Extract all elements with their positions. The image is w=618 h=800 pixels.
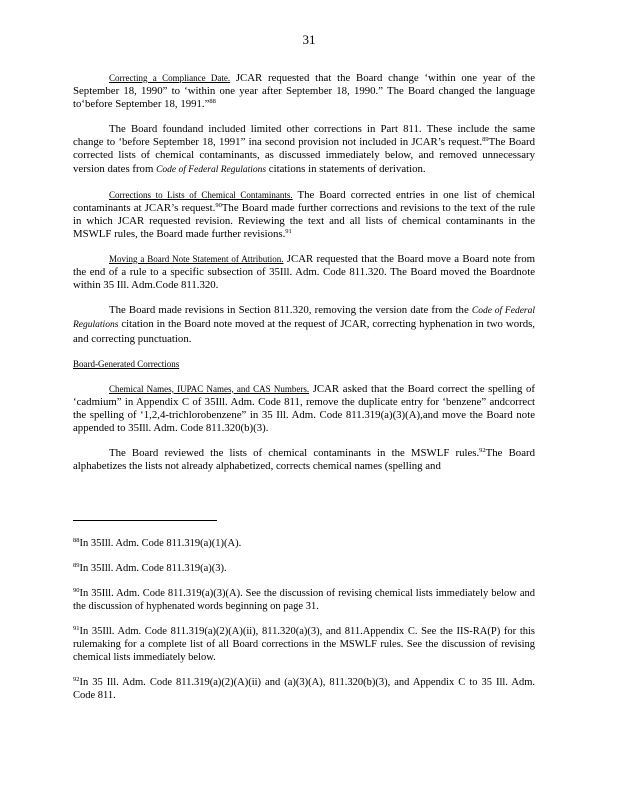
paragraph-reviewed-lists [73,447,535,473]
footnotes [73,537,535,714]
footnote-number: 91 [73,625,80,632]
footnote-ref[interactable]: 88 [209,98,216,106]
footnote-text: In 35Ill. Adm. Code 811.319(a)(3)(A). See the discussion of revising chemical lists immediately below and the discussion of hyphenated words beginning on page 31. [73,588,535,612]
footnote-number: 90 [73,587,80,594]
footnote-ref[interactable]: 89 [482,136,489,144]
page-number: 31 [302,32,316,47]
citation: Code of Federal Regulations [73,306,535,331]
paragraph-text: citations in statements of derivation. [266,162,426,175]
paragraph-board-note [73,253,535,292]
paragraph-revisions [73,304,535,345]
paragraph-text: The Board alphabetizes the lists not already alphabetized, corrects chemical names (spelling and [73,447,535,473]
footnote [73,625,535,664]
body-text [73,72,535,485]
paragraph-text: The Board made further corrections and revisions to the text of the rule in which JCAR requested revision. Reviewing the text and all lists of chemical contaminants in the MSWLF rules, the Board made further revisions. [73,201,535,240]
paragraph-text: citation in the Board note moved at the request of JCAR, correcting hyphenation in two words, and correcting punctuation. [73,318,535,345]
paragraph-text: The Board foundand included limited other corrections in Part 811. These include the same change to ‘before September 18, 1991” ina second provision not included in JCAR’s request. [73,123,535,149]
paragraph-text: The Board corrected entries in one list of chemical contaminants at JCAR’s request. [73,188,535,214]
footnote-number: 92 [73,676,80,683]
footnote [73,676,535,702]
footnote [73,562,535,575]
footnote [73,537,535,550]
paragraph-heading: Moving a Board Note Statement of Attribution. [109,254,284,265]
paragraph-compliance-date [73,72,535,111]
footnote-ref[interactable]: 90 [215,201,222,209]
paragraph-text: The Board corrected lists of chemical contaminants, as discussed immediately below, and removed unnecessary version dates from [73,136,535,175]
footnote-separator [73,520,217,521]
paragraph-heading: Corrections to Lists of Chemical Contaminants. [109,189,293,200]
paragraph-chemical-lists [73,189,535,241]
paragraph-heading: Correcting a Compliance Date. [109,73,231,83]
paragraph-text: The Board reviewed the lists of chemical contaminants in the MSWLF rules. [109,447,480,460]
paragraph-chemical-names [73,383,535,435]
footnote-number: 88 [73,537,80,544]
paragraph-text: The Board made revisions in Section 811.320, removing the version date from the [109,304,472,317]
section-heading: Board-Generated Corrections [73,358,180,369]
footnote-ref[interactable]: 91 [285,227,292,235]
paragraph-other-corrections [73,123,535,176]
paragraph-text: JCAR requested that the Board change ‘within one year of the September 18, 1990” to ‘within one year after September 18, 1990.” The Board changed the language to‘before September 18, 1991.” [73,72,535,111]
paragraph-text: JCAR requested that the Board move a Board note from the end of a rule to a specific subsection of 35Ill. Adm. Code 811.320. The Board moved the Boardnote within 35 Ill. Adm.Code 811.320. [73,253,535,292]
paragraph-text: JCAR asked that the Board correct the spelling of ‘cadmium” in Appendix C of 35Ill. Adm. Code 811, remove the duplicate entry for ‘benzene” andcorrect the spelling of ‘1,2,4-trichlorobenzene” in 35 Ill. Adm. Code 811.319(a)(3)(A),and move the Board note appended to 35Ill. Adm. Code 811.320(b)(3). [73,382,535,434]
citation: Code of Federal Regulations [156,164,267,175]
footnote-ref[interactable]: 92 [479,447,486,455]
footnote-text: In 35Ill. Adm. Code 811.319(a)(1)(A). [79,538,242,549]
footnote [73,587,535,613]
footnote-number: 89 [73,562,80,569]
paragraph-heading: Chemical Names, IUPAC Names, and CAS Numbers. [109,383,310,394]
footnote-text: In 35Ill. Adm. Code 811.319(a)(2)(A)(ii), 811.320(a)(3), and 811.Appendix C. See the IIS-RA(P) for this rulemaking for a complete list of all Board corrections in the MSWLF rules. See the discussion of revising chemical lists immediately below. [73,626,535,663]
footnote-text: In 35 Ill. Adm. Code 811.319(a)(2)(A)(ii) and (a)(3)(A), 811.320(b)(3), and Appendix C to 35 Ill. Adm. Code 811. [73,677,535,701]
footnote-text: In 35Ill. Adm. Code 811.319(a)(3). [79,563,227,574]
